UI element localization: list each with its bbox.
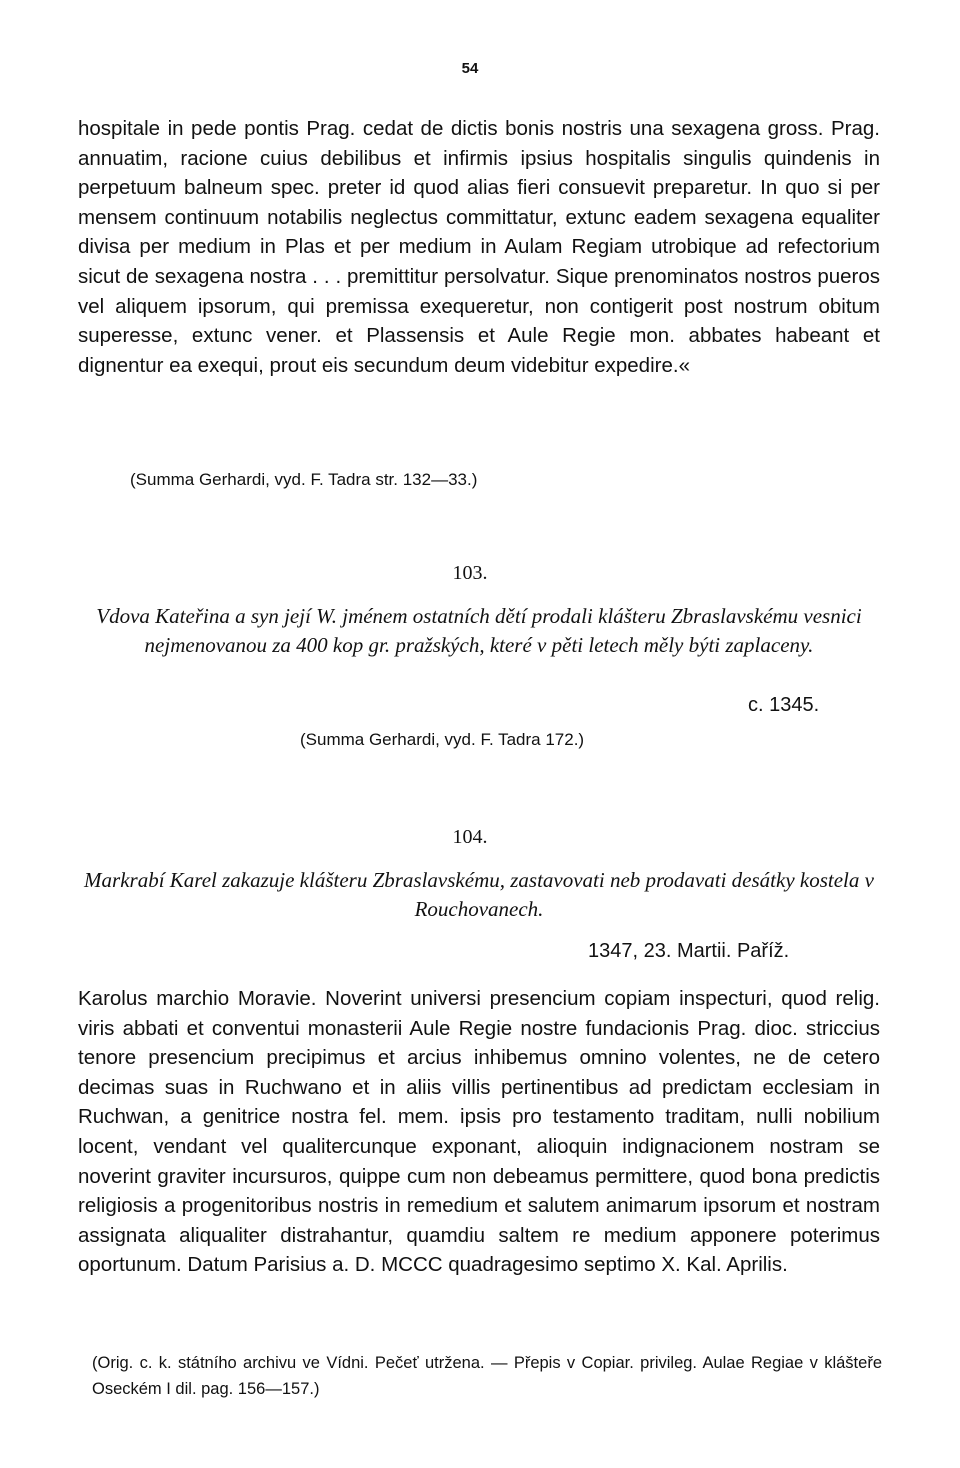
document-104-heading: Markrabí Karel zakazuje klášteru Zbraslavskému, zastavovati neb prodavati desátky kostela v Rouchovanech. bbox=[84, 868, 874, 921]
document-104-text: Karolus marchio Moravie. Noverint universi presencium copiam inspecturi, quod relig. viris abbati et conventui monasterii Aule Regie nostre fundacionis Prag. dioc. striccius tenore presencium precipimus et arcius inhibemus omnino volentes, ne de cetero decimas suas in Ruchwano et in aliis villis pertinentibus ad predictam ecclesiam in Ruchwan, a genitrice nostra fel. mem. ipsis pro testamento traditam, nulli nobilium locent, vendant vel qualitercunque exponant, alioquin indignacionem nostram se noverint graviter incursuros, quippe cum non debeamus permittere, quod bona predictis religiosis a progenitoribus nostris in remedium et salutem animarum ipsorum et nostram assignata aliqualiter distrahantur, quamdiu saltem re medium apponere poterimus oportunum. Datum Parisius a. D. MCCC quadragesimo septimo X. Kal. Aprilis. bbox=[78, 987, 880, 1277]
document-104-number: 104. bbox=[452, 826, 488, 848]
document-103-date: c. 1345. bbox=[748, 694, 820, 716]
document-104-footnote: (Orig. c. k. státního archivu ve Vídni. Pečeť utržena. — Přepis v Copiar. privileg. Aulae Regiae v klášteře Oseckém I dil. pag. 156—157.) bbox=[92, 1354, 882, 1398]
page-number: 54 bbox=[461, 60, 479, 77]
document-104-date-place: 1347, 23. Martii. Paříž. bbox=[588, 940, 790, 962]
continuation-paragraph: hospitale in pede pontis Prag. cedat de dictis bonis nostris una sexagena gross. Prag. annuatim, racione cuius debilibus et infirmis ipsius hospitalis singulis quindenis in perpetuum balneum spec. preter id quod alias fieri consuevit preparetur. In quo si per mensem continuum notabilis neglectus committatur, extunc eadem sexagena equaliter divisa per medium in Plas et per medium in Aulam Regiam utrobique ad refectorium sicut de sexagena nostra . . . premittitur persolvatur. Sique prenominatos nostros pueros vel aliquem ipsorum, qui premissa exequeretur, non contigerit post nostrum obitum superesse, extunc vener. et Plassensis et Aule Regie mon. abbates habeant et dignentur ea exequi, prout eis secundum deum videbitur expedire.« bbox=[78, 117, 880, 377]
continuation-source-citation: (Summa Gerhardi, vyd. F. Tadra str. 132—33.) bbox=[130, 470, 478, 489]
document-103-heading: Vdova Kateřina a syn její W. jménem ostatních dětí prodali klášteru Zbraslavskému vesnici nejmenovanou za 400 kop gr. pražských, které v pěti letech měly býti zaplaceny. bbox=[96, 604, 862, 657]
document-103-source-citation: (Summa Gerhardi, vyd. F. Tadra 172.) bbox=[300, 730, 585, 749]
document-103-number: 103. bbox=[452, 562, 488, 584]
